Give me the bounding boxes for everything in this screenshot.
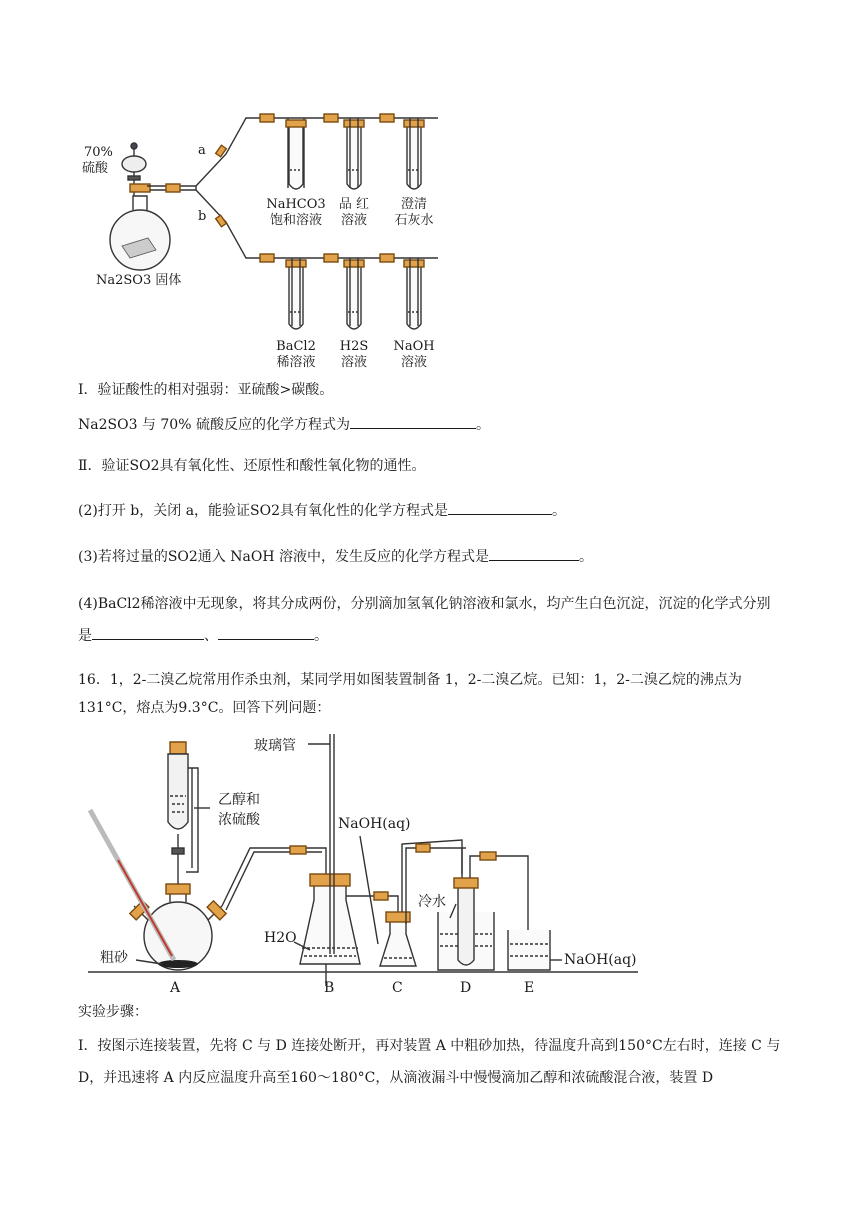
acid-pct-label: 70%	[84, 145, 113, 160]
funnel-contents-label-1: 乙醇和	[218, 792, 260, 808]
section-II-heading: Ⅱ．验证SO2具有氧化性、还原性和酸性氧化物的通性。	[78, 458, 426, 474]
water-label: H2O	[264, 930, 297, 946]
cold-water-label: 冷水	[418, 894, 446, 910]
question-4	[78, 588, 784, 652]
answer-blank-1[interactable]	[350, 414, 476, 429]
question-3-text: (3)若将过量的SO2通入 NaOH 溶液中，发生反应的化学方程式是	[78, 549, 489, 565]
answer-blank-4a[interactable]	[92, 625, 204, 640]
dibromoethane-apparatus-figure	[78, 724, 678, 1000]
answer-blank-4b[interactable]	[218, 625, 314, 640]
question-1-end: 。	[475, 417, 490, 433]
question-2-text: (2)打开 b，关闭 a，能验证SO2具有氧化性的化学方程式是	[78, 503, 449, 519]
tube-top-2-line2: 溶液	[340, 213, 368, 228]
naoh-e-label: NaOH(aq)	[564, 952, 637, 968]
question-3	[78, 546, 593, 567]
question-4-sep: 、	[204, 628, 218, 644]
tube-bottom-1-line1: BaCl2	[276, 339, 316, 354]
tube-top-2-line1: 品 红	[338, 197, 370, 212]
tube-bottom-3-line1: NaOH	[393, 339, 435, 354]
tube-bottom-2-line2: 溶液	[340, 355, 368, 370]
tube-bottom-2-line1: H2S	[339, 339, 369, 354]
apparatus-label-a: A	[170, 980, 181, 996]
section-I-heading: I．验证酸性的相对强弱：亚硫酸>碳酸。	[78, 382, 334, 398]
glass-tube-label: 玻璃管	[254, 738, 296, 754]
sand-label: 粗砂	[100, 950, 128, 966]
answer-blank-3[interactable]	[489, 546, 579, 561]
apparatus-label-e: E	[524, 980, 535, 996]
valve-a-label: a	[198, 143, 206, 158]
tube-bottom-1-line2: 稀溶液	[276, 355, 316, 370]
apparatus-label-b: B	[324, 980, 335, 996]
so2-apparatus-figure	[78, 98, 458, 378]
question-16-intro: 16．1，2-二溴乙烷常用作杀虫剂，某同学用如图装置制备 1，2-二溴乙烷。已知：1，2-二溴乙烷的沸点为131°C，熔点为9.3°C。回答下列问题：	[78, 672, 742, 716]
acid-name-label: 硫酸	[82, 161, 109, 176]
answer-blank-2[interactable]	[448, 500, 552, 515]
tube-top-3-line1: 澄清	[400, 197, 428, 212]
question-2	[78, 500, 566, 521]
apparatus-label-d: D	[460, 980, 472, 996]
tube-top-1-line1: NaHCO3	[266, 197, 326, 212]
valve-b-label: b	[198, 209, 207, 224]
question-4-end: 。	[314, 628, 328, 644]
question-2-end: 。	[552, 503, 567, 519]
apparatus-label-c: C	[392, 980, 403, 996]
question-3-end: 。	[579, 549, 593, 565]
naoh-c-label: NaOH(aq)	[338, 816, 411, 832]
question-1-text: Na2SO3 与 70% 硫酸反应的化学方程式为	[78, 417, 350, 433]
tube-top-1-line2: 饱和溶液	[269, 213, 323, 228]
steps-title: 实验步骤：	[78, 1004, 148, 1020]
solid-label: Na2SO3 固体	[96, 273, 182, 288]
step-1-text: I．按图示连接装置，先将 C 与 D 连接处断开，再对装置 A 中粗砂加热，待温度升高到150°C左右时，连接 C 与 D，并迅速将 A 内反应温度升高至160～180°C，从滴液漏斗中慢慢滴加乙醇和浓硫酸混合液，装置 D	[78, 1038, 781, 1086]
question-4-text: (4)BaCl2稀溶液中无现象，将其分成两份，分别滴加氢氧化钠溶液和氯水，均产生白色沉淀，沉淀的化学式分别是	[78, 596, 771, 644]
tube-bottom-3-line2: 溶液	[400, 355, 428, 370]
question-1	[78, 414, 490, 435]
tube-top-3-line2: 石灰水	[394, 213, 434, 228]
funnel-contents-label-2: 浓硫酸	[218, 812, 260, 828]
